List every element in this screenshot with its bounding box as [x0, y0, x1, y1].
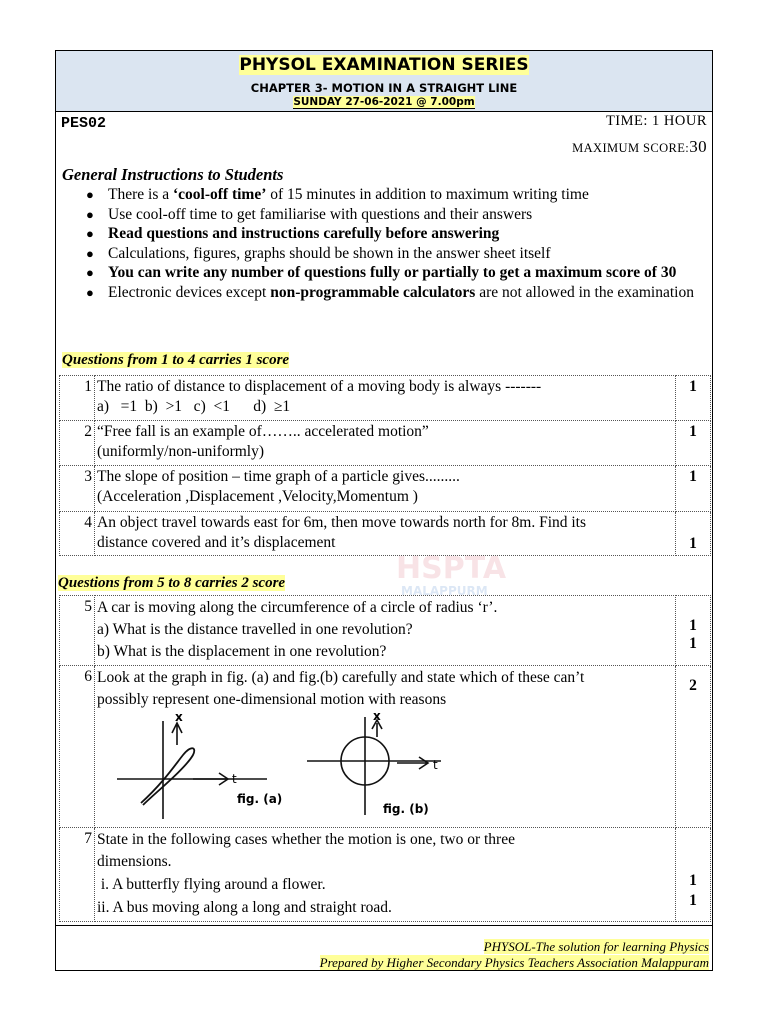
question-row-1 [60, 376, 711, 421]
question-text: Look at the graph in fig. (a) and fig.(b) carefully and state which of these can’t possibly represent one-dimensional motion with reasons x t fig. (a) x t fig. (b) [95, 666, 676, 828]
question-number: 2 [60, 421, 95, 466]
max-score: MAXIMUM SCORE:30 [572, 137, 707, 156]
question-number: 6 [60, 666, 95, 828]
exam-title: PHYSOL EXAMINATION SERIES [239, 55, 529, 75]
instruction-item: ● Electronic devices except non-programmable calculators are not allowed in the examination [86, 283, 706, 303]
question-row-6 [60, 666, 711, 828]
question-score: 1 [676, 466, 711, 512]
question-row-5 [60, 596, 711, 666]
question-score: 1 [676, 376, 711, 421]
fig-b-t-arrow [397, 757, 428, 769]
chapter-title: CHAPTER 3- MOTION IN A STRAIGHT LINE [250, 81, 518, 95]
section-2-table [59, 595, 711, 922]
instructions-list [86, 185, 706, 302]
question-score: 2 [676, 666, 711, 828]
footer-divider [56, 925, 712, 926]
section-1-table [59, 375, 711, 556]
question-text: “Free fall is an example of…….. accelerated motion” (uniformly/non-uniformly) [95, 421, 676, 466]
section-2-heading: Questions from 5 to 8 carries 2 score [58, 575, 286, 591]
question-text: A car is moving along the circumference of a circle of radius ‘r’. a) What is the distance travelled in one revolution? b) What is the displacement in one revolution? [95, 596, 676, 666]
fig-b-x-label: x [373, 711, 381, 723]
question-number: 3 [60, 466, 95, 512]
question-row-3 [60, 466, 711, 512]
fig-b-caption: fig. (b) [383, 802, 429, 816]
motion-graphs-figure [97, 711, 637, 823]
instruction-item: ● You can write any number of questions fully or partially to get a maximum score of 30 [86, 263, 706, 283]
exam-header [56, 51, 712, 112]
question-text: The ratio of distance to displacement of a moving body is always ------- a) =1 b) >1 c) <1 d) ≥1 [95, 376, 676, 421]
instruction-item: ● There is a ‘cool-off time’ of 15 minutes in addition to maximum writing time [86, 185, 706, 205]
paper-code: PES02 [61, 115, 107, 132]
watermark-logo: HSPTA [396, 551, 507, 586]
question-score: 1 1 [676, 828, 711, 922]
footer-line-1: PHYSOL-The solution for learning Physics [483, 939, 709, 954]
question-number: 1 [60, 376, 95, 421]
fig-b-t-label: t [433, 758, 438, 772]
question-row-7 [60, 828, 711, 922]
question-score: 1 1 [676, 596, 711, 666]
question-row-4 [60, 512, 711, 556]
instruction-item: ● Read questions and instructions carefully before answering [86, 224, 706, 244]
fig-a-x-label: x [175, 711, 183, 724]
question-number: 7 [60, 828, 95, 922]
question-row-2 [60, 421, 711, 466]
question-score: 1 [676, 512, 711, 556]
fig-b-graph [307, 717, 441, 815]
fig-a-curve [141, 748, 194, 805]
exam-time: TIME: 1 HOUR [605, 113, 707, 129]
question-text: State in the following cases whether the motion is one, two or three dimensions. i. A butterfly flying around a flower. ii. A bus moving along a long and straight road. [95, 828, 676, 922]
fig-a-caption: fig. (a) [237, 792, 283, 806]
exam-sheet [55, 50, 713, 971]
instruction-item: ● Use cool-off time to get familiarise with questions and their answers [86, 205, 706, 225]
question-text: An object travel towards east for 6m, then move towards north for 8m. Find its distance covered and it’s displacement [95, 512, 676, 556]
section-1-heading: Questions from 1 to 4 carries 1 score [62, 352, 290, 368]
question-number: 5 [60, 596, 95, 666]
question-score: 1 [676, 421, 711, 466]
exam-date: SUNDAY 27-06-2021 @ 7.00pm [293, 96, 475, 108]
watermark-text: MALAPPURM [401, 584, 488, 598]
fig-a-t-label: t [232, 772, 237, 786]
fig-a-t-arrow [193, 773, 228, 785]
instructions-heading: General Instructions to Students [62, 165, 284, 184]
footer-line-2: Prepared by Higher Secondary Physics Teachers Association Malappuram [319, 955, 709, 970]
instruction-item: ● Calculations, figures, graphs should be shown in the answer sheet itself [86, 244, 706, 264]
fig-a-x-arrow [172, 723, 182, 745]
question-number: 4 [60, 512, 95, 556]
question-text: The slope of position – time graph of a particle gives......... (Acceleration ,Displacement ,Velocity,Momentum ) [95, 466, 676, 512]
